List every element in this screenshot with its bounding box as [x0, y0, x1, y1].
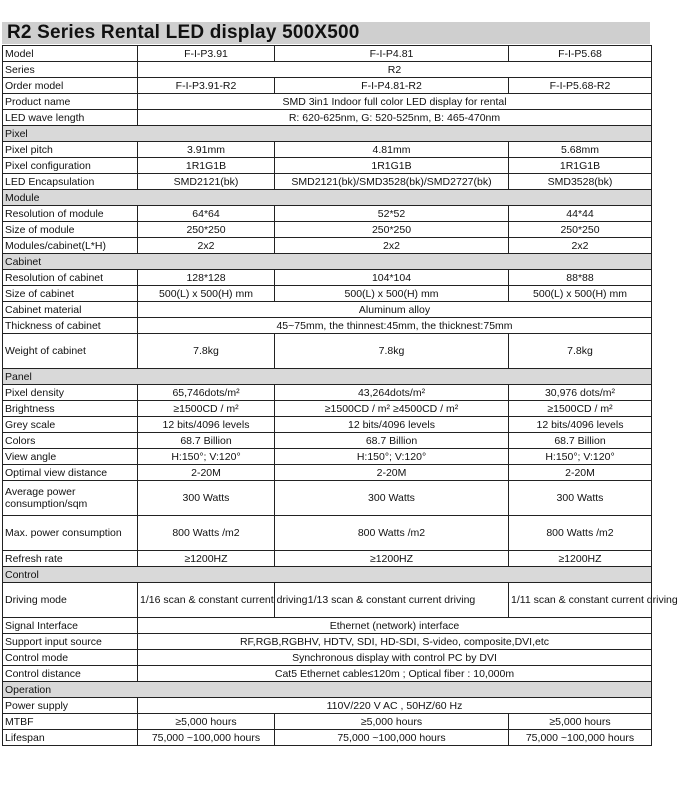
row-value: 12 bits/4096 levels — [509, 417, 652, 433]
section-header — [3, 369, 652, 385]
table-row — [3, 222, 652, 238]
section-header — [3, 190, 652, 206]
table-row — [3, 449, 652, 465]
table-row — [3, 62, 652, 78]
table-row — [3, 142, 652, 158]
table-row — [3, 666, 652, 682]
row-value: 1/16 scan & constant current driving — [138, 583, 275, 618]
row-value: 500(L) x 500(H) mm — [509, 286, 652, 302]
row-label: Colors — [3, 433, 138, 449]
row-value: 500(L) x 500(H) mm — [275, 286, 509, 302]
row-value: 5.68mm — [509, 142, 652, 158]
row-label: Series — [3, 62, 138, 78]
row-value: ≥1500CD / m² — [509, 401, 652, 417]
row-label: Pixel pitch — [3, 142, 138, 158]
page-title: R2 Series Rental LED display 500X500 — [7, 22, 360, 43]
section-header — [3, 682, 652, 698]
row-label: Modules/cabinet(L*H) — [3, 238, 138, 254]
row-value: R: 620-625nm, G: 520-525nm, B: 465-470nm — [138, 110, 652, 126]
row-label: Driving mode — [3, 583, 138, 618]
spec-table — [2, 45, 678, 746]
row-value: 75,000 ~100,000 hours — [275, 730, 509, 746]
row-value: 300 Watts — [275, 481, 509, 516]
row-value: SMD2121(bk) — [138, 174, 275, 190]
row-value: 68.7 Billion — [275, 433, 509, 449]
row-value: ≥1200HZ — [138, 551, 275, 567]
table-row — [3, 417, 652, 433]
row-value: 300 Watts — [138, 481, 275, 516]
table-row — [3, 730, 652, 746]
row-value: 64*64 — [138, 206, 275, 222]
table-row — [3, 318, 652, 334]
row-label: Average power consumption/sqm — [3, 481, 138, 516]
row-value: 12 bits/4096 levels — [275, 417, 509, 433]
row-value: ≥5,000 hours — [509, 714, 652, 730]
row-label: Support input source — [3, 634, 138, 650]
table-row — [3, 650, 652, 666]
table-row — [3, 302, 652, 318]
row-label: LED wave length — [3, 110, 138, 126]
row-value: 7.8kg — [509, 334, 652, 369]
row-label: View angle — [3, 449, 138, 465]
table-row — [3, 206, 652, 222]
row-label: MTBF — [3, 714, 138, 730]
row-value: 250*250 — [275, 222, 509, 238]
row-value: 75,000 ~100,000 hours — [138, 730, 275, 746]
row-value: 1/11 scan & constant current driving — [509, 583, 652, 618]
table-row — [3, 158, 652, 174]
section-title: Module — [3, 190, 652, 206]
model-name: F-I-P5.68 — [509, 46, 652, 62]
model-name: F-I-P3.91 — [138, 46, 275, 62]
row-label: Lifespan — [3, 730, 138, 746]
table-row — [3, 551, 652, 567]
row-value: ≥1200HZ — [509, 551, 652, 567]
row-value: ≥1500CD / m² ≥4500CD / m² — [275, 401, 509, 417]
table-row — [3, 634, 652, 650]
row-label: Brightness — [3, 401, 138, 417]
row-value: 4.81mm — [275, 142, 509, 158]
row-value: 800 Watts /m2 — [138, 516, 275, 551]
table-row — [3, 334, 652, 369]
row-value: 250*250 — [509, 222, 652, 238]
row-value: Aluminum alloy — [138, 302, 652, 318]
row-label: Thickness of cabinet — [3, 318, 138, 334]
row-value: ≥1500CD / m² — [138, 401, 275, 417]
row-value: H:150°; V:120° — [138, 449, 275, 465]
row-value: 300 Watts — [509, 481, 652, 516]
table-row — [3, 618, 652, 634]
table-row — [3, 385, 652, 401]
row-value: 3.91mm — [138, 142, 275, 158]
title-bar — [2, 22, 650, 44]
table-row — [3, 94, 652, 110]
section-title: Operation — [3, 682, 652, 698]
table-row — [3, 516, 652, 551]
row-value: SMD3528(bk) — [509, 174, 652, 190]
row-value: 500(L) x 500(H) mm — [138, 286, 275, 302]
table-row — [3, 110, 652, 126]
row-label: Control distance — [3, 666, 138, 682]
table-row — [3, 433, 652, 449]
row-label: Grey scale — [3, 417, 138, 433]
row-value: 2x2 — [138, 238, 275, 254]
row-label: Product name — [3, 94, 138, 110]
row-value: F-I-P3.91-R2 — [138, 78, 275, 94]
row-value: Ethernet (network) interface — [138, 618, 652, 634]
row-label: Max. power consumption — [3, 516, 138, 551]
row-value: H:150°; V:120° — [509, 449, 652, 465]
row-value: RF,RGB,RGBHV, HDTV, SDI, HD-SDI, S-video, composite,DVI,etc — [138, 634, 652, 650]
row-value: H:150°; V:120° — [275, 449, 509, 465]
row-value: SMD2121(bk)/SMD3528(bk)/SMD2727(bk) — [275, 174, 509, 190]
section-title: Control — [3, 567, 652, 583]
row-value: Synchronous display with control PC by DVI — [138, 650, 652, 666]
row-label: Pixel density — [3, 385, 138, 401]
row-label: Cabinet material — [3, 302, 138, 318]
row-value: 7.8kg — [138, 334, 275, 369]
row-label: Resolution of cabinet — [3, 270, 138, 286]
row-value: 104*104 — [275, 270, 509, 286]
row-label: LED Encapsulation — [3, 174, 138, 190]
row-value: 1R1G1B — [275, 158, 509, 174]
table-row — [3, 465, 652, 481]
row-value: 250*250 — [138, 222, 275, 238]
table-row — [3, 698, 652, 714]
row-value: 68.7 Billion — [509, 433, 652, 449]
row-label: Resolution of module — [3, 206, 138, 222]
row-label: Control mode — [3, 650, 138, 666]
row-value: 2x2 — [275, 238, 509, 254]
table-row — [3, 174, 652, 190]
table-row — [3, 78, 652, 94]
row-value: 44*44 — [509, 206, 652, 222]
section-title: Cabinet — [3, 254, 652, 270]
section-title: Pixel — [3, 126, 652, 142]
row-label: Power supply — [3, 698, 138, 714]
table-row — [3, 286, 652, 302]
table-row — [3, 481, 652, 516]
row-value: 75,000 ~100,000 hours — [509, 730, 652, 746]
row-value: R2 — [138, 62, 652, 78]
model-label: Model — [3, 46, 138, 62]
row-value: 2-20M — [509, 465, 652, 481]
row-value: ≥1200HZ — [275, 551, 509, 567]
row-value: 65,746dots/m² — [138, 385, 275, 401]
table-row — [3, 583, 652, 618]
row-value: ≥5,000 hours — [275, 714, 509, 730]
section-header — [3, 126, 652, 142]
row-value: 110V/220 V AC , 50HZ/60 Hz — [138, 698, 652, 714]
row-value: 2-20M — [275, 465, 509, 481]
row-value: 12 bits/4096 levels — [138, 417, 275, 433]
row-value: 1/13 scan & constant current driving — [275, 583, 509, 618]
row-label: Pixel configuration — [3, 158, 138, 174]
row-value: 30,976 dots/m² — [509, 385, 652, 401]
table-row — [3, 270, 652, 286]
row-value: 800 Watts /m2 — [509, 516, 652, 551]
row-label: Size of module — [3, 222, 138, 238]
row-value: SMD 3in1 Indoor full color LED display for rental — [138, 94, 652, 110]
section-title: Panel — [3, 369, 652, 385]
row-label: Size of cabinet — [3, 286, 138, 302]
row-value: 2x2 — [509, 238, 652, 254]
row-value: ≥5,000 hours — [138, 714, 275, 730]
row-value: 68.7 Billion — [138, 433, 275, 449]
row-value: 43,264dots/m² — [275, 385, 509, 401]
row-label: Refresh rate — [3, 551, 138, 567]
row-value: 1R1G1B — [138, 158, 275, 174]
row-value: 45~75mm, the thinnest:45mm, the thicknest:75mm — [138, 318, 652, 334]
row-value: F-I-P4.81-R2 — [275, 78, 509, 94]
row-value: 128*128 — [138, 270, 275, 286]
section-header — [3, 567, 652, 583]
row-label: Weight of cabinet — [3, 334, 138, 369]
row-value: 800 Watts /m2 — [275, 516, 509, 551]
table-row — [3, 714, 652, 730]
row-value: 2-20M — [138, 465, 275, 481]
row-value: 1R1G1B — [509, 158, 652, 174]
row-label: Signal Interface — [3, 618, 138, 634]
row-value: 88*88 — [509, 270, 652, 286]
row-label: Order model — [3, 78, 138, 94]
row-value: F-I-P5.68-R2 — [509, 78, 652, 94]
model-name: F-I-P4.81 — [275, 46, 509, 62]
row-value: Cat5 Ethernet cable≤120m ; Optical fiber : 10,000m — [138, 666, 652, 682]
table-row — [3, 238, 652, 254]
row-value: 52*52 — [275, 206, 509, 222]
table-row — [3, 401, 652, 417]
row-label: Optimal view distance — [3, 465, 138, 481]
row-value: 7.8kg — [275, 334, 509, 369]
section-header — [3, 254, 652, 270]
table-row — [3, 46, 652, 62]
